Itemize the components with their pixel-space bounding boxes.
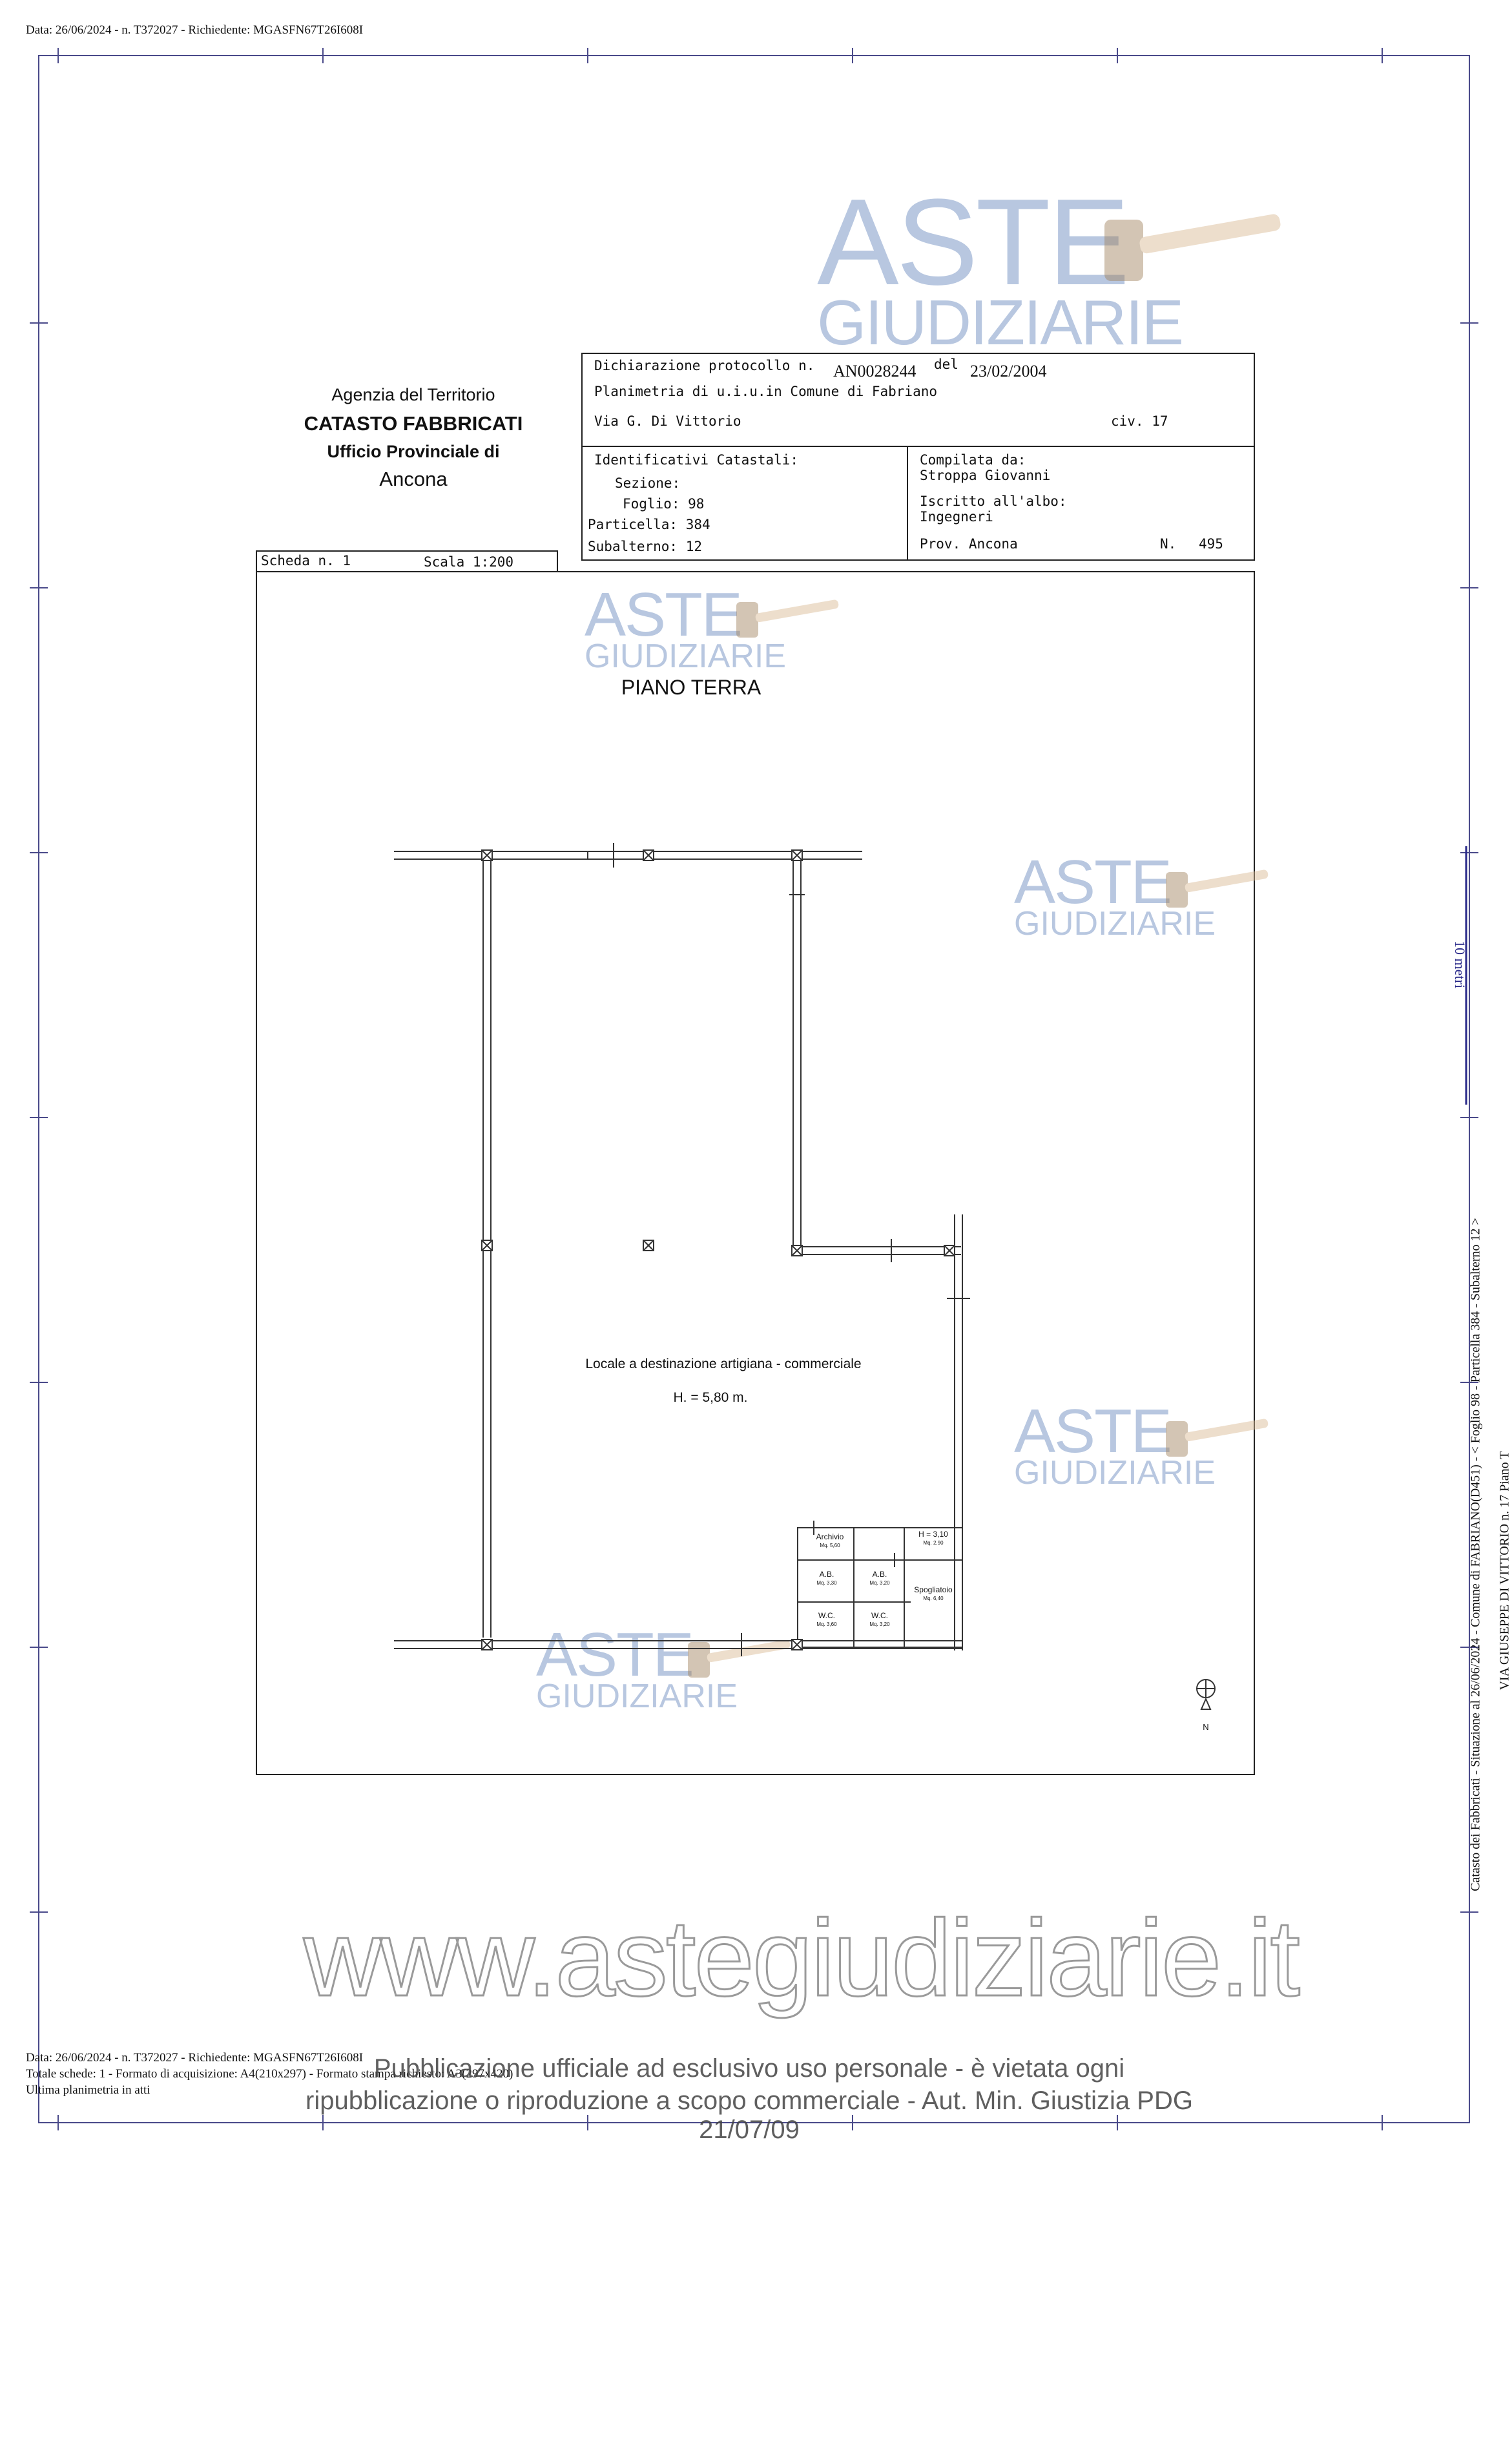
watermark-aste: ASTE (585, 584, 741, 646)
albo-number: 495 (1199, 536, 1223, 552)
notice-line-2: ripubblicazione o riproduzione a scopo commerciale - Aut. Min. Giustizia PDG 21/07/09 (258, 2087, 1240, 2145)
albo: Ingegneri (920, 509, 993, 525)
watermark-giudiziarie: GIUDIZIARIE (1014, 1456, 1216, 1490)
watermark-website: www.astegiudiziarie.it (304, 1896, 1298, 2021)
north-arrow-icon (1190, 1676, 1222, 1721)
room-archivio-area: Mq. 5,60 (807, 1543, 853, 1548)
watermark-aste: ASTE (1014, 1400, 1171, 1462)
province: Prov. Ancona (920, 536, 1018, 552)
footer-line-1: Data: 26/06/2024 - n. T372027 - Richiedente: MGASFN67T26I608I (26, 2051, 363, 2065)
watermark-giudiziarie: GIUDIZIARIE (817, 291, 1183, 354)
agency-name: Agenzia del Territorio (252, 385, 575, 405)
albo-number-label: N. (1160, 536, 1176, 552)
north-label: N (1190, 1722, 1222, 1732)
protocol-number: AN0028244 (833, 362, 917, 381)
catasto-title: CATASTO FABBRICATI (252, 412, 575, 435)
room-wc-1: W.C. (804, 1611, 849, 1620)
compiled-label: Compilata da: (920, 452, 1026, 468)
planimetry-line: Planimetria di u.i.u.in Comune di Fabriano (594, 384, 937, 399)
main-room-height: H. = 5,80 m. (646, 1390, 775, 1406)
office-label: Ufficio Provinciale di (252, 442, 575, 462)
room-ab-1: A.B. (804, 1570, 849, 1579)
side-catasto-text: Catasto dei Fabbricati - Situazione al 26/06/2024 - Comune di FABRIANO(D451) - < Foglio 98 - Particella 384 - Subalterno 12 > (1469, 654, 1484, 2456)
room-ab-1-area: Mq. 3,30 (804, 1580, 849, 1586)
foglio: Foglio: 98 (623, 496, 704, 512)
room-wc-1-area: Mq. 3,60 (804, 1621, 849, 1627)
subalterno: Subalterno: 12 (588, 539, 702, 554)
scheda-label: Scheda n. 1 (261, 553, 351, 568)
civic-number: civ. 17 (1111, 413, 1168, 429)
address: Via G. Di Vittorio (594, 413, 741, 429)
protocol-label: Dichiarazione protocollo n. (594, 358, 814, 373)
particella: Particella: 384 (588, 517, 710, 532)
watermark-aste: ASTE (536, 1624, 693, 1686)
compiler-name: Stroppa Giovanni (920, 468, 1050, 483)
room-ab-2-area: Mq. 3,20 (857, 1580, 902, 1586)
watermark-aste: ASTE (1014, 851, 1171, 913)
room-ab-2: A.B. (857, 1570, 902, 1579)
room-archivio: Archivio (807, 1532, 853, 1541)
watermark-aste: ASTE (817, 181, 1127, 304)
room-wc-2: W.C. (857, 1611, 902, 1620)
del-label: del (934, 357, 958, 372)
watermark-giudiziarie: GIUDIZIARIE (1014, 907, 1216, 941)
room-spogliatoio-area: Mq. 6,40 (907, 1596, 959, 1601)
scale-bar-label: 10 metri (1451, 900, 1468, 1029)
declaration-date: 23/02/2004 (970, 362, 1046, 381)
watermark-giudiziarie: GIUDIZIARIE (536, 1680, 738, 1713)
scale-label: Scala 1:200 (424, 554, 513, 570)
identifiers-title: Identificativi Catastali: (594, 452, 798, 468)
header-request-info: Data: 26/06/2024 - n. T372027 - Richiedente: MGASFN67T26I608I (26, 23, 363, 37)
footer-line-3: Ultima planimetria in atti (26, 2083, 150, 2097)
room-height-note: H = 3,10 (907, 1530, 959, 1539)
floor-title: PIANO TERRA (562, 676, 820, 700)
side-address-text: VIA GIUSEPPE DI VITTORIO n. 17 Piano T (1498, 1306, 1512, 1836)
notice-line-1: Pubblicazione ufficiale ad esclusivo uso personale - è vietata ogni (258, 2054, 1240, 2083)
watermark-giudiziarie: GIUDIZIARIE (585, 640, 786, 673)
sezione: Sezione: (615, 475, 680, 491)
albo-label: Iscritto all'albo: (920, 494, 1067, 509)
footer-line-2: Totale schede: 1 - Formato di acquisizione: A4(210x297) - Formato stampa richiesto: A3(297x420) (26, 2067, 513, 2081)
room-wc-2-area: Mq. 3,20 (857, 1621, 902, 1627)
main-room-label: Locale a destinazione artigiana - commerciale (530, 1357, 917, 1372)
room-spogliatoio: Spogliatoio (907, 1585, 959, 1594)
room-height-area: Mq. 2,90 (907, 1540, 959, 1546)
office-city: Ancona (252, 468, 575, 491)
